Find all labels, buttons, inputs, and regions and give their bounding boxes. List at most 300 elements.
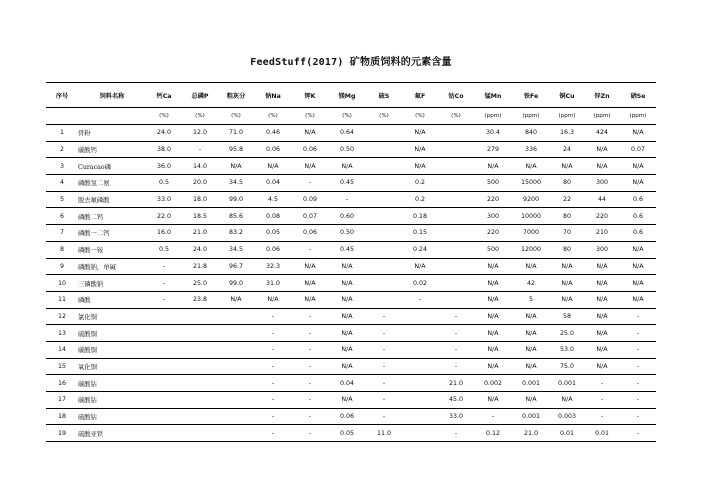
unit-cell: (ppm) — [512, 108, 550, 125]
value-cell — [402, 392, 438, 409]
value-cell: 83.2 — [218, 225, 254, 242]
value-cell: 0.002 — [474, 375, 512, 392]
row-number: 4 — [46, 175, 78, 192]
feed-name: 脱去氟磷酸 — [78, 191, 146, 208]
row-number: 9 — [46, 258, 78, 275]
value-cell: - — [292, 175, 328, 192]
feed-name: 碳酸铜 — [78, 341, 146, 358]
column-header: 硫S — [366, 83, 402, 108]
value-cell: 0.003 — [550, 408, 584, 425]
value-cell — [438, 291, 474, 308]
value-cell: 336 — [512, 141, 550, 158]
value-cell: - — [620, 375, 656, 392]
value-cell: 33.0 — [146, 191, 182, 208]
unit-cell: (%) — [146, 108, 182, 125]
value-cell: 0.46 — [254, 125, 292, 142]
value-cell: N/A — [584, 158, 620, 175]
value-cell: 30.4 — [474, 125, 512, 142]
row-number: 10 — [46, 275, 78, 292]
value-cell: 70 — [550, 225, 584, 242]
value-cell — [182, 392, 218, 409]
value-cell: N/A — [620, 175, 656, 192]
value-cell: N/A — [620, 291, 656, 308]
value-cell: 0.02 — [402, 275, 438, 292]
value-cell: - — [366, 358, 402, 375]
value-cell — [438, 175, 474, 192]
value-cell: - — [620, 425, 656, 442]
value-cell: - — [438, 341, 474, 358]
table-row — [46, 191, 656, 208]
value-cell: - — [146, 275, 182, 292]
value-cell: N/A — [328, 358, 366, 375]
value-cell — [182, 308, 218, 325]
value-cell — [182, 325, 218, 342]
value-cell: N/A — [512, 358, 550, 375]
feed-name: 碳酸钴 — [78, 375, 146, 392]
value-cell: - — [292, 392, 328, 409]
value-cell: 21.8 — [182, 258, 218, 275]
value-cell: 4.5 — [254, 191, 292, 208]
table-row — [46, 358, 656, 375]
row-number: 13 — [46, 325, 78, 342]
value-cell: 0.01 — [550, 425, 584, 442]
value-cell: - — [584, 408, 620, 425]
table-row — [46, 291, 656, 308]
table-row — [46, 308, 656, 325]
value-cell: 0.12 — [474, 425, 512, 442]
value-cell: - — [328, 191, 366, 208]
value-cell: 71.0 — [218, 125, 254, 142]
value-cell — [366, 258, 402, 275]
value-cell: - — [366, 341, 402, 358]
value-cell: 23.8 — [182, 291, 218, 308]
value-cell — [182, 358, 218, 375]
row-number: 19 — [46, 425, 78, 442]
value-cell: - — [366, 325, 402, 342]
value-cell: 0.45 — [328, 175, 366, 192]
table-row — [46, 341, 656, 358]
value-cell — [218, 392, 254, 409]
unit-row — [46, 108, 656, 125]
value-cell: 0.01 — [584, 425, 620, 442]
value-cell — [218, 341, 254, 358]
value-cell — [402, 308, 438, 325]
unit-cell: (%) — [438, 108, 474, 125]
feed-name: 硫酸钴 — [78, 408, 146, 425]
feed-name: 磷酸氢二氨 — [78, 175, 146, 192]
value-cell — [182, 375, 218, 392]
value-cell: 12.0 — [182, 125, 218, 142]
row-number: 3 — [46, 158, 78, 175]
value-cell: 21.0 — [182, 225, 218, 242]
column-header: 总磷P — [182, 83, 218, 108]
value-cell: N/A — [584, 291, 620, 308]
value-cell — [366, 191, 402, 208]
value-cell: - — [366, 375, 402, 392]
value-cell: - — [402, 291, 438, 308]
value-cell: - — [366, 408, 402, 425]
feed-name: 硫酸亚铁 — [78, 425, 146, 442]
value-cell: - — [292, 325, 328, 342]
value-cell: 42 — [512, 275, 550, 292]
value-cell: N/A — [512, 158, 550, 175]
value-cell — [146, 425, 182, 442]
value-cell: N/A — [620, 275, 656, 292]
value-cell: - — [292, 308, 328, 325]
column-header: 铜Cu — [550, 83, 584, 108]
value-cell: 96.7 — [218, 258, 254, 275]
value-cell: N/A — [474, 325, 512, 342]
feed-name: 骨粉 — [78, 125, 146, 142]
value-cell: 500 — [474, 241, 512, 258]
value-cell: 80 — [550, 175, 584, 192]
table-row — [46, 275, 656, 292]
column-header: 钠Na — [254, 83, 292, 108]
value-cell: 0.18 — [402, 208, 438, 225]
value-cell: 0.2 — [402, 191, 438, 208]
table-row — [46, 408, 656, 425]
value-cell: N/A — [328, 158, 366, 175]
column-header: 镁Mg — [328, 83, 366, 108]
value-cell — [438, 241, 474, 258]
value-cell: 840 — [512, 125, 550, 142]
page-title: FeedStuff(2017) 矿物质饲料的元素含量 — [250, 57, 452, 68]
value-cell — [402, 358, 438, 375]
table-row — [46, 392, 656, 409]
value-cell: 99.0 — [218, 191, 254, 208]
value-cell: 220 — [584, 208, 620, 225]
value-cell: 0.05 — [254, 225, 292, 242]
value-cell: 45.0 — [438, 392, 474, 409]
value-cell: - — [254, 375, 292, 392]
value-cell: 85.6 — [218, 208, 254, 225]
value-cell: N/A — [328, 341, 366, 358]
value-cell: N/A — [402, 141, 438, 158]
value-cell — [146, 408, 182, 425]
value-cell — [146, 341, 182, 358]
value-cell: - — [620, 358, 656, 375]
value-cell: N/A — [292, 158, 328, 175]
value-cell: - — [366, 308, 402, 325]
row-number: 16 — [46, 375, 78, 392]
value-cell: - — [254, 408, 292, 425]
value-cell — [146, 375, 182, 392]
row-number: 11 — [46, 291, 78, 308]
value-cell: - — [366, 392, 402, 409]
column-header: 硒Se — [620, 83, 656, 108]
table-row — [46, 375, 656, 392]
value-cell: N/A — [550, 158, 584, 175]
value-cell: 14.0 — [182, 158, 218, 175]
table-row — [46, 125, 656, 142]
value-cell — [366, 125, 402, 142]
value-cell: - — [292, 408, 328, 425]
value-cell — [366, 241, 402, 258]
value-cell: 10000 — [512, 208, 550, 225]
value-cell — [438, 191, 474, 208]
unit-cell: (ppm) — [620, 108, 656, 125]
value-cell: 0.06 — [292, 225, 328, 242]
value-cell: 0.2 — [402, 175, 438, 192]
value-cell — [218, 375, 254, 392]
value-cell: N/A — [620, 241, 656, 258]
value-cell: - — [254, 341, 292, 358]
row-number: 1 — [46, 125, 78, 142]
value-cell — [366, 175, 402, 192]
value-cell — [366, 225, 402, 242]
value-cell: N/A — [474, 275, 512, 292]
value-cell: N/A — [550, 291, 584, 308]
value-cell: 0.06 — [254, 241, 292, 258]
value-cell — [182, 408, 218, 425]
row-number: 18 — [46, 408, 78, 425]
value-cell: N/A — [328, 291, 366, 308]
value-cell: - — [438, 425, 474, 442]
value-cell: 16.3 — [550, 125, 584, 142]
value-cell: - — [254, 392, 292, 409]
value-cell: N/A — [584, 325, 620, 342]
value-cell: 24.0 — [182, 241, 218, 258]
value-cell: 279 — [474, 141, 512, 158]
value-cell: 0.15 — [402, 225, 438, 242]
value-cell: 16.0 — [146, 225, 182, 242]
feed-name: 磷酸 — [78, 291, 146, 308]
value-cell: 15000 — [512, 175, 550, 192]
value-cell: 424 — [584, 125, 620, 142]
value-cell — [182, 341, 218, 358]
value-cell — [218, 358, 254, 375]
value-cell: 0.45 — [328, 241, 366, 258]
row-number: 5 — [46, 191, 78, 208]
row-number: 14 — [46, 341, 78, 358]
value-cell: N/A — [474, 291, 512, 308]
value-cell: 0.04 — [254, 175, 292, 192]
value-cell: 22 — [550, 191, 584, 208]
value-cell — [146, 325, 182, 342]
value-cell: N/A — [328, 308, 366, 325]
value-cell: 0.04 — [328, 375, 366, 392]
value-cell — [402, 341, 438, 358]
value-cell — [402, 425, 438, 442]
value-cell: 25.0 — [182, 275, 218, 292]
column-header: 饲料名称 — [78, 83, 146, 108]
value-cell: 75.0 — [550, 358, 584, 375]
value-cell: 25.0 — [550, 325, 584, 342]
value-cell: 36.0 — [146, 158, 182, 175]
row-number: 7 — [46, 225, 78, 242]
value-cell — [438, 275, 474, 292]
value-cell: N/A — [292, 125, 328, 142]
value-cell: - — [254, 425, 292, 442]
value-cell: N/A — [584, 141, 620, 158]
column-header: 氟F — [402, 83, 438, 108]
value-cell: N/A — [584, 275, 620, 292]
table-row — [46, 225, 656, 242]
value-cell: - — [620, 392, 656, 409]
value-cell: 20.0 — [182, 175, 218, 192]
value-cell: N/A — [584, 341, 620, 358]
value-cell: 0.60 — [328, 208, 366, 225]
value-cell: 0.64 — [328, 125, 366, 142]
value-cell: 0.09 — [292, 191, 328, 208]
row-number: 8 — [46, 241, 78, 258]
value-cell: N/A — [328, 275, 366, 292]
value-cell: - — [182, 141, 218, 158]
value-cell: N/A — [550, 275, 584, 292]
value-cell: - — [620, 341, 656, 358]
value-cell: 9200 — [512, 191, 550, 208]
value-cell: N/A — [328, 392, 366, 409]
value-cell: N/A — [584, 308, 620, 325]
table-row — [46, 425, 656, 442]
unit-cell — [78, 108, 146, 125]
value-cell: 300 — [584, 241, 620, 258]
value-cell — [146, 308, 182, 325]
value-cell: N/A — [218, 158, 254, 175]
value-cell: N/A — [474, 308, 512, 325]
value-cell: 34.5 — [218, 241, 254, 258]
value-cell: 32.3 — [254, 258, 292, 275]
value-cell — [218, 308, 254, 325]
value-cell: N/A — [328, 325, 366, 342]
value-cell: - — [292, 375, 328, 392]
feed-name: 磷酸一二钙 — [78, 225, 146, 242]
value-cell: N/A — [620, 125, 656, 142]
value-cell: 58 — [550, 308, 584, 325]
value-cell: 0.5 — [146, 241, 182, 258]
table-row — [46, 141, 656, 158]
value-cell: - — [292, 241, 328, 258]
value-cell: 44 — [584, 191, 620, 208]
value-cell — [366, 141, 402, 158]
column-header: 锌Zn — [584, 83, 620, 108]
value-cell: 0.001 — [512, 375, 550, 392]
value-cell: N/A — [474, 258, 512, 275]
unit-cell: (ppm) — [584, 108, 620, 125]
value-cell: 0.07 — [620, 141, 656, 158]
feed-name: 磷酸一铵 — [78, 241, 146, 258]
value-cell: 0.24 — [402, 241, 438, 258]
value-cell: 80 — [550, 241, 584, 258]
value-cell: 53.0 — [550, 341, 584, 358]
value-cell: 0.6 — [620, 208, 656, 225]
value-cell: 22.0 — [146, 208, 182, 225]
table-body — [46, 125, 656, 442]
row-number: 17 — [46, 392, 78, 409]
value-cell: - — [254, 308, 292, 325]
row-number: 2 — [46, 141, 78, 158]
value-cell: 220 — [474, 191, 512, 208]
value-cell: 18.0 — [182, 191, 218, 208]
row-number: 6 — [46, 208, 78, 225]
value-cell: - — [474, 408, 512, 425]
value-cell: - — [146, 291, 182, 308]
value-cell: - — [292, 358, 328, 375]
value-cell: N/A — [620, 258, 656, 275]
value-cell — [438, 125, 474, 142]
value-cell: N/A — [474, 158, 512, 175]
feed-name: 氧化铜 — [78, 358, 146, 375]
value-cell: N/A — [328, 258, 366, 275]
value-cell: 21.0 — [438, 375, 474, 392]
value-cell: - — [146, 258, 182, 275]
value-cell — [438, 208, 474, 225]
value-cell — [218, 425, 254, 442]
value-cell — [366, 275, 402, 292]
unit-cell: (%) — [402, 108, 438, 125]
value-cell: N/A — [402, 258, 438, 275]
value-cell — [438, 225, 474, 242]
value-cell: 33.0 — [438, 408, 474, 425]
value-cell: N/A — [474, 392, 512, 409]
value-cell: N/A — [474, 358, 512, 375]
value-cell — [402, 325, 438, 342]
value-cell: 12000 — [512, 241, 550, 258]
table-row — [46, 325, 656, 342]
table-row — [46, 258, 656, 275]
value-cell: - — [584, 375, 620, 392]
value-cell: N/A — [402, 125, 438, 142]
value-cell: N/A — [292, 275, 328, 292]
table-header — [46, 83, 656, 125]
unit-cell: (%) — [218, 108, 254, 125]
value-cell: N/A — [474, 341, 512, 358]
feed-name: 磷酸二钙 — [78, 208, 146, 225]
value-cell: 5 — [512, 291, 550, 308]
value-cell — [366, 158, 402, 175]
unit-cell: (%) — [254, 108, 292, 125]
value-cell: N/A — [550, 392, 584, 409]
value-cell — [218, 325, 254, 342]
value-cell: 34.5 — [218, 175, 254, 192]
column-header-row — [46, 83, 656, 108]
value-cell: 0.5 — [146, 175, 182, 192]
value-cell: 0.50 — [328, 225, 366, 242]
value-cell — [438, 158, 474, 175]
feed-name: Curacao磷 — [78, 158, 146, 175]
column-header: 铁Fe — [512, 83, 550, 108]
value-cell: 0.6 — [620, 191, 656, 208]
column-header: 锰Mn — [474, 83, 512, 108]
value-cell: 0.6 — [620, 225, 656, 242]
value-cell: N/A — [620, 158, 656, 175]
value-cell: - — [292, 341, 328, 358]
unit-cell: (%) — [328, 108, 366, 125]
value-cell: - — [620, 325, 656, 342]
value-cell: - — [584, 392, 620, 409]
value-cell: 18.5 — [182, 208, 218, 225]
column-header: 钙Ca — [146, 83, 182, 108]
value-cell — [366, 291, 402, 308]
value-cell: 31.0 — [254, 275, 292, 292]
value-cell — [182, 425, 218, 442]
value-cell: N/A — [584, 258, 620, 275]
value-cell: N/A — [292, 258, 328, 275]
value-cell: 95.8 — [218, 141, 254, 158]
value-cell: 0.06 — [254, 141, 292, 158]
value-cell: - — [292, 425, 328, 442]
feed-name: 氯化铜 — [78, 308, 146, 325]
value-cell: N/A — [402, 158, 438, 175]
value-cell: 24 — [550, 141, 584, 158]
element-content-table — [46, 82, 656, 442]
value-cell: 300 — [474, 208, 512, 225]
value-cell — [438, 258, 474, 275]
value-cell: 21.0 — [512, 425, 550, 442]
value-cell: N/A — [292, 291, 328, 308]
value-cell: N/A — [512, 308, 550, 325]
unit-cell — [46, 108, 78, 125]
